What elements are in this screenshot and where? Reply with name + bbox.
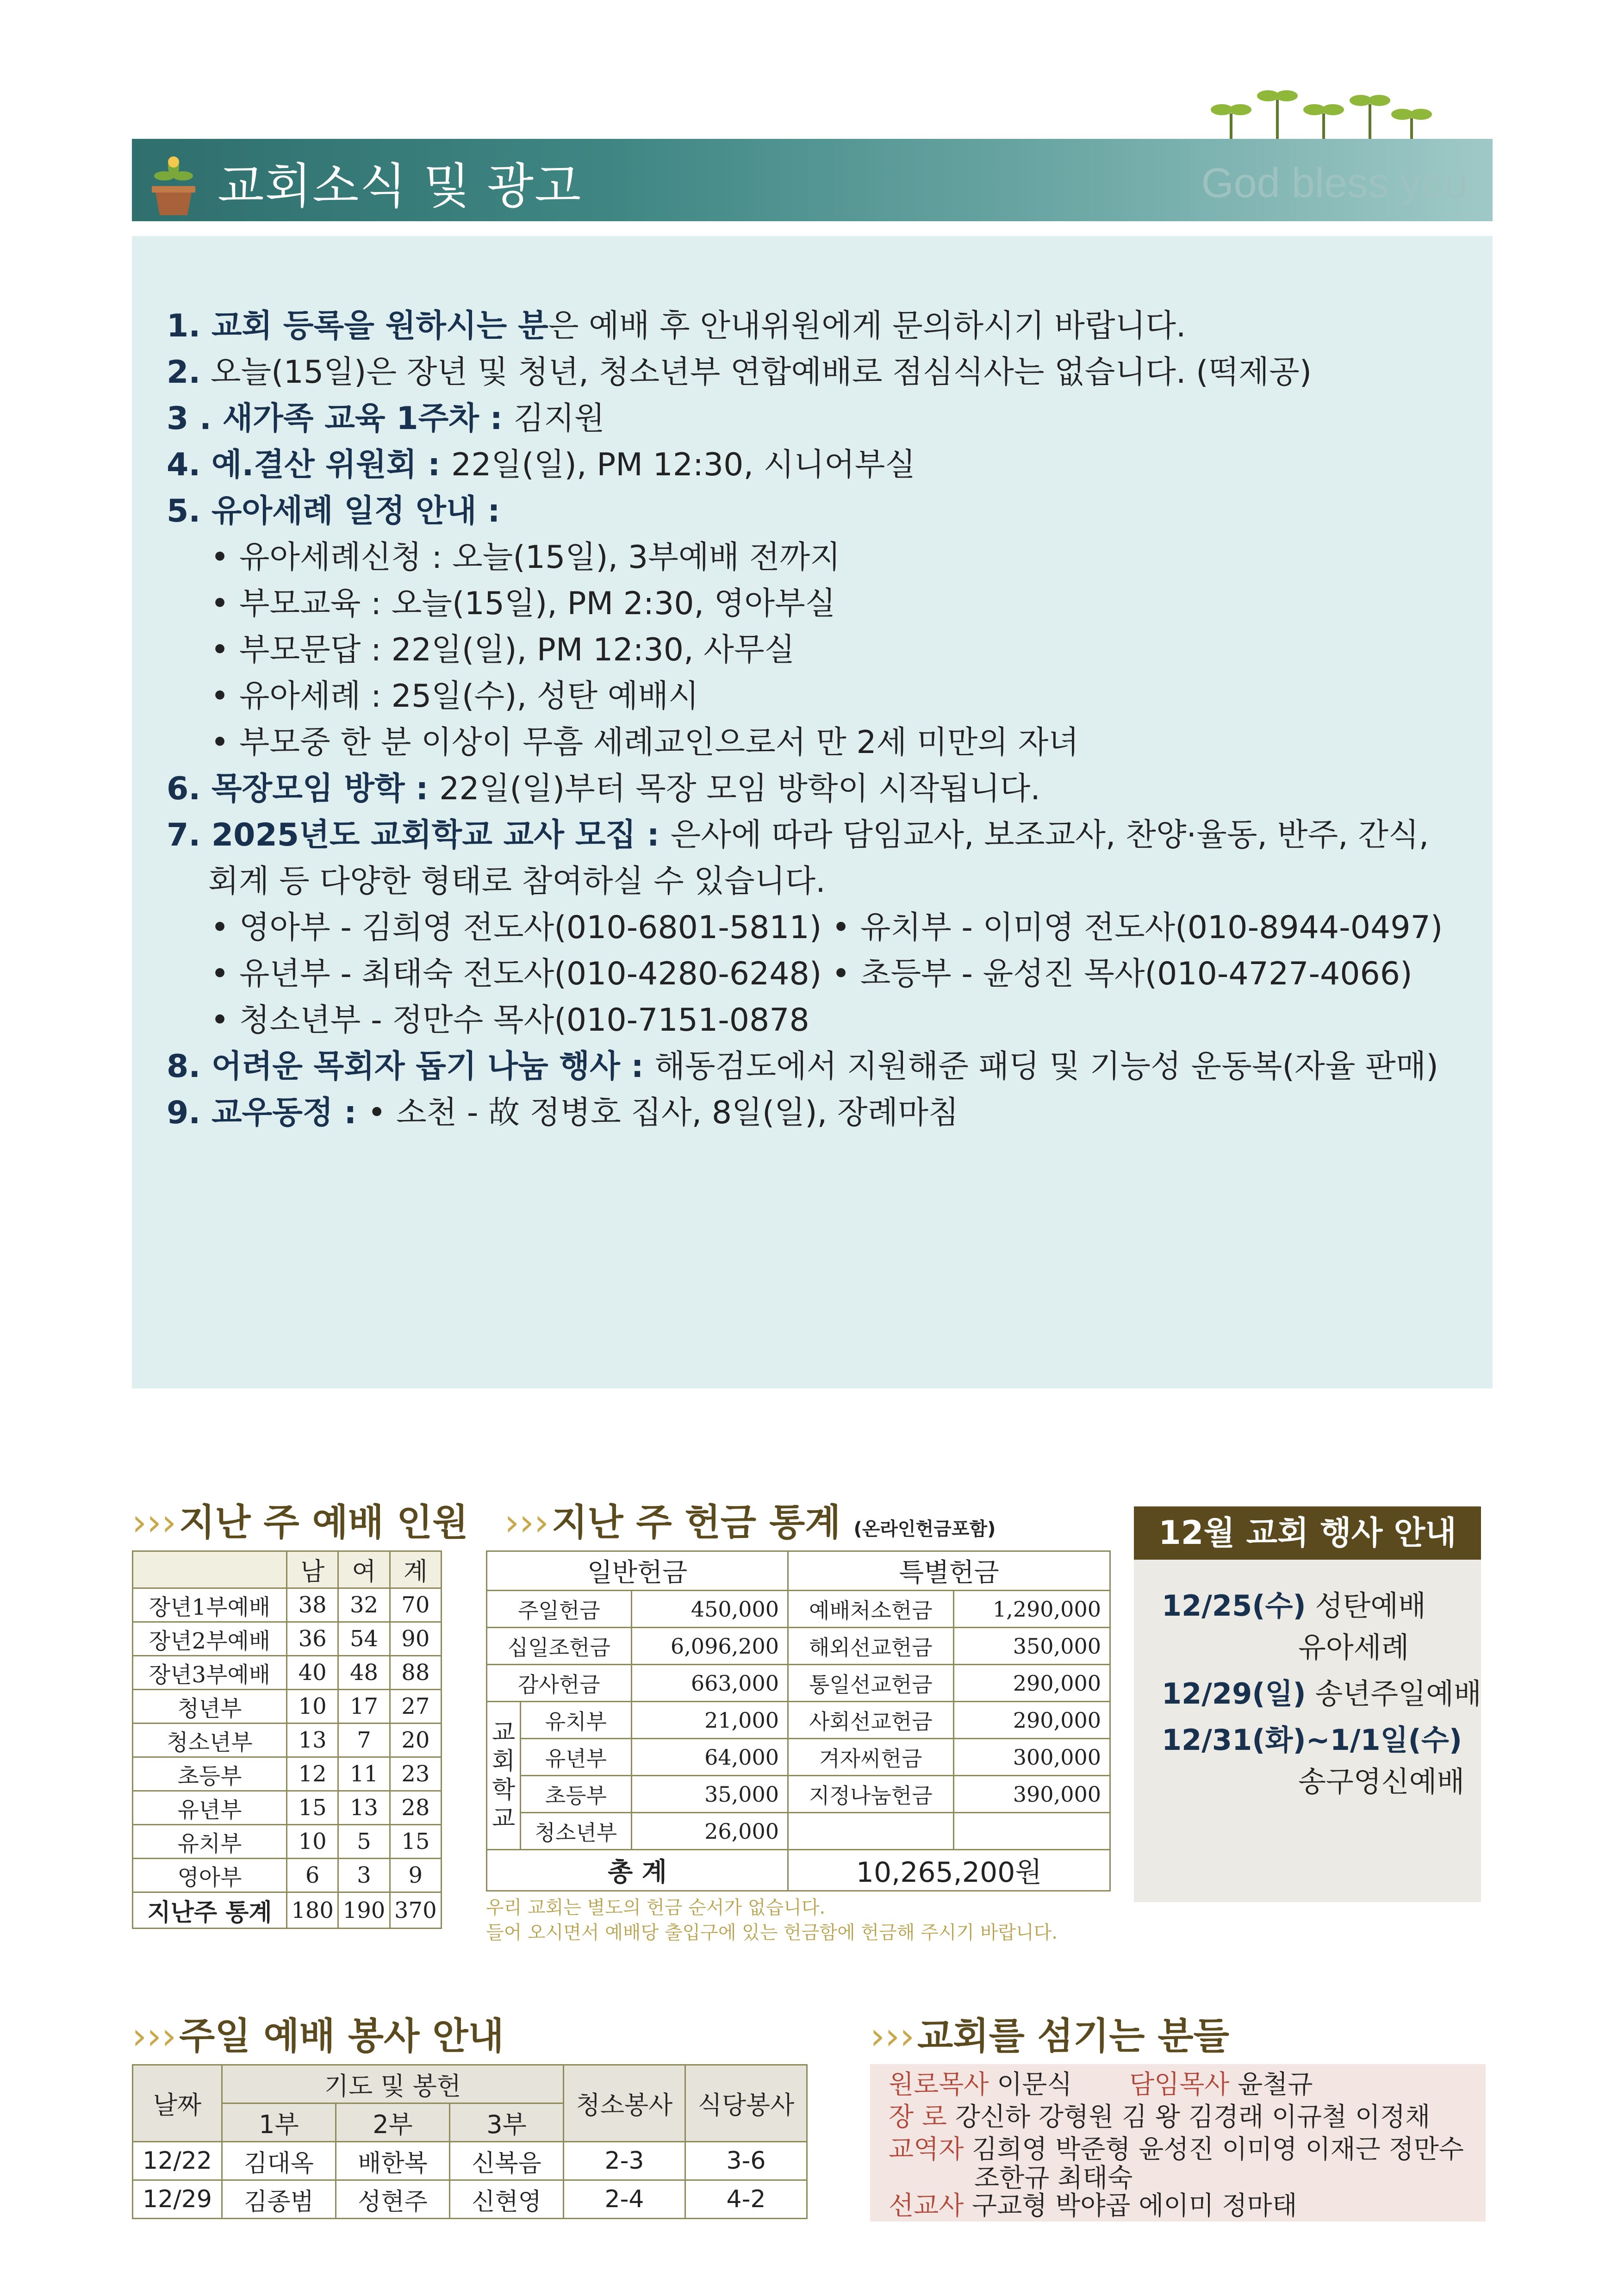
table-cell: 11 — [338, 1757, 390, 1791]
event-item: 유아세례 — [1298, 1630, 1409, 1664]
announcement-item — [167, 1046, 1438, 1088]
table-cell: 김종범 — [222, 2180, 336, 2219]
table-cell — [953, 1813, 1110, 1850]
staff-row: 원로목사 이문식 — [889, 2070, 1072, 2100]
table-cell — [788, 1813, 954, 1850]
table-cell: 390,000 — [953, 1776, 1110, 1813]
announcement-item — [167, 768, 1040, 810]
header-cell: 여 — [338, 1551, 390, 1588]
events-heading: 12월 교회 행사 안내 — [1134, 1506, 1481, 1560]
offering-note — [486, 1895, 1058, 1945]
announcement-bullet: • 유년부 - 최태숙 전도사(010-4280-6248) • 초등부 - 윤성진 목사(010-4727-4066) — [211, 956, 1413, 992]
announcement-title: 3 . 새가족 교육 1주차 : — [167, 400, 514, 437]
table-cell: 김대옥 — [222, 2142, 336, 2180]
table-header-row — [487, 1551, 1110, 1591]
table-cell: 3 — [338, 1859, 390, 1892]
header-cell: 청소봉사 — [564, 2065, 685, 2142]
table-cell: 2-3 — [564, 2142, 685, 2180]
announcement-bullet: • 부모교육 : 오늘(15일), PM 2:30, 영아부실 — [211, 585, 836, 622]
table-cell: 9 — [390, 1859, 441, 1892]
table-cell: 12/22 — [133, 2142, 222, 2180]
table-cell: 370 — [390, 1892, 441, 1929]
table-cell: 청년부 — [133, 1690, 287, 1724]
staff-box — [870, 2064, 1486, 2221]
attendance-table — [132, 1550, 442, 1929]
service-heading: ›››주일 예배 봉사 안내 — [132, 2015, 504, 2058]
table-cell: 유치부 — [133, 1825, 287, 1859]
table-cell: 십일조헌금 — [487, 1628, 632, 1665]
table-cell: 장년1부예배 — [133, 1588, 287, 1622]
total-label: 총 계 — [487, 1850, 788, 1891]
table-cell: 장년2부예배 — [133, 1622, 287, 1656]
table-cell: 12 — [287, 1757, 338, 1791]
announcement-bullet: • 유아세례신청 : 오늘(15일), 3부예배 전까지 — [211, 539, 840, 576]
staff-heading: ›››교회를 섬기는 분들 — [870, 2015, 1229, 2058]
table-row — [487, 1813, 1110, 1850]
table-cell: 15 — [390, 1825, 441, 1859]
header-cell: 남 — [287, 1551, 338, 1588]
table-cell: 초등부 — [521, 1776, 632, 1813]
table-cell: 유년부 — [133, 1791, 287, 1825]
table-cell: 지난주 통계 — [133, 1892, 287, 1929]
chevron-arrows-icon: ››› — [504, 1501, 549, 1544]
table-cell: 20 — [390, 1724, 441, 1757]
table-cell: 사회선교헌금 — [788, 1702, 954, 1739]
table-cell: 23 — [390, 1757, 441, 1791]
table-cell: 38 — [287, 1588, 338, 1622]
announcement-item — [167, 1092, 959, 1134]
announcement-text: 은사에 따라 담임교사, 보조교사, 찬양·율동, 반주, 간식, — [670, 817, 1429, 853]
table-cell: 27 — [390, 1690, 441, 1724]
table-cell: 감사헌금 — [487, 1665, 632, 1702]
announcement-title: 5. 유아세례 일정 안내 : — [167, 493, 500, 529]
announcement-item — [211, 537, 840, 579]
header-cell: 날짜 — [133, 2065, 222, 2142]
table-row — [487, 1665, 1110, 1702]
table-total-row — [487, 1850, 1110, 1891]
announcement-title: 8. 어려운 목회자 돕기 나눔 행사 : — [167, 1048, 655, 1085]
staff-row: 교역자 김희영 박준형 윤성진 이미영 이재근 정만수 — [889, 2134, 1464, 2165]
table-row — [133, 1588, 442, 1622]
table-cell: 초등부 — [133, 1757, 287, 1791]
header-cell — [133, 1551, 287, 1588]
announcement-item — [211, 629, 795, 671]
event-item: 12/29(일) 송년주일예배 — [1162, 1677, 1481, 1711]
announcement-text: 은 예배 후 안내위원에게 문의하시기 바랍니다. — [548, 308, 1186, 344]
table-cell: 4-2 — [685, 2180, 807, 2219]
announcement-title: 1. 교회 등록을 원하시는 분 — [167, 308, 548, 344]
announcement-title: 7. 2025년도 교회학교 교사 모집 : — [167, 817, 671, 853]
table-cell: 통일선교헌금 — [788, 1665, 954, 1702]
table-cell: 35,000 — [631, 1776, 788, 1813]
table-cell: 32 — [338, 1588, 390, 1622]
staff-row: 담임목사 윤철규 — [1129, 2070, 1313, 2100]
service-table — [132, 2064, 808, 2219]
table-cell: 13 — [287, 1724, 338, 1757]
announcement-item — [211, 1000, 809, 1041]
announcement-item — [211, 907, 1443, 949]
banner-title: 교회소식 및 광고 — [218, 158, 582, 214]
table-cell: 배한복 — [336, 2142, 450, 2180]
attendance-heading: ›››지난 주 예배 인원 — [132, 1501, 468, 1544]
announcement-item — [211, 722, 1079, 764]
announcement-item — [167, 815, 1429, 856]
table-row — [487, 1628, 1110, 1665]
chevron-arrows-icon: ››› — [870, 2015, 915, 2058]
table-row — [487, 1739, 1110, 1776]
banner-subtitle: God bless you — [1201, 160, 1468, 206]
announcement-item — [167, 305, 1186, 347]
table-cell: 300,000 — [953, 1739, 1110, 1776]
table-row — [133, 1791, 442, 1825]
table-cell: 10 — [287, 1690, 338, 1724]
announcement-title: 9. 교우동정 : — [167, 1095, 368, 1131]
staff-row: 선교사 구교형 박야곱 에이미 정마태 — [889, 2191, 1297, 2221]
table-row — [133, 2142, 807, 2180]
table-cell: 70 — [390, 1588, 441, 1622]
table-row — [133, 1859, 442, 1892]
header-cell: 특별헌금 — [788, 1551, 1110, 1591]
staff-row: 장 로 강신하 강형원 김 왕 김경래 이규철 이정채 — [889, 2102, 1431, 2132]
table-header-row — [133, 1551, 442, 1588]
table-cell: 36 — [287, 1622, 338, 1656]
table-row — [133, 1757, 442, 1791]
announcement-item — [167, 491, 500, 532]
table-cell: 290,000 — [953, 1665, 1110, 1702]
header-cell: 식당봉사 — [685, 2065, 807, 2142]
header-cell: 1부 — [222, 2103, 336, 2142]
school-label-char: 학 — [492, 1776, 516, 1804]
table-cell: 1,290,000 — [953, 1591, 1110, 1628]
school-label — [487, 1702, 521, 1850]
chevron-arrows-icon: ››› — [132, 2015, 176, 2058]
total-value: 10,265,200원 — [788, 1850, 1110, 1891]
announcement-text: 22일(일), PM 12:30, 시니어부실 — [451, 447, 916, 483]
table-cell: 88 — [390, 1656, 441, 1690]
announcement-text: 회계 등 다양한 형태로 참여하실 수 있습니다. — [208, 863, 826, 900]
table-cell: 28 — [390, 1791, 441, 1825]
header-cell: 계 — [390, 1551, 441, 1588]
table-cell: 26,000 — [631, 1813, 788, 1850]
offering-note-line: 들어 오시면서 예배당 출입구에 있는 헌금함에 헌금해 주시기 바랍니다. — [486, 1922, 1058, 1943]
header-cell: 일반헌금 — [487, 1551, 788, 1591]
header-cell: 기도 및 봉헌 — [222, 2065, 564, 2103]
table-row — [487, 1591, 1110, 1628]
table-cell: 5 — [338, 1825, 390, 1859]
announcement-title: 6. 목장모임 방학 : — [167, 771, 440, 807]
table-cell: 10 — [287, 1825, 338, 1859]
announcement-title: 4. 예.결산 위원회 : — [167, 447, 451, 483]
table-row — [133, 1825, 442, 1859]
event-item: 12/31(화)~1/1일(수) — [1162, 1723, 1462, 1757]
announcement-item — [208, 861, 826, 902]
table-cell: 예배처소헌금 — [788, 1591, 954, 1628]
table-cell: 450,000 — [631, 1591, 788, 1628]
table-cell: 663,000 — [631, 1665, 788, 1702]
announcement-item — [167, 444, 915, 486]
table-row — [133, 1622, 442, 1656]
chevron-arrows-icon: ››› — [132, 1501, 176, 1544]
announcement-bullet: • 부모중 한 분 이상이 무흠 세례교인으로서 만 2세 미만의 자녀 — [211, 724, 1079, 761]
table-cell: 2-4 — [564, 2180, 685, 2219]
table-row — [133, 1690, 442, 1724]
table-cell: 주일헌금 — [487, 1591, 632, 1628]
offering-heading: ›››지난 주 헌금 통계 (온라인헌금포함) — [504, 1501, 996, 1544]
table-cell: 180 — [287, 1892, 338, 1929]
table-cell: 15 — [287, 1791, 338, 1825]
table-cell: 청소년부 — [133, 1724, 287, 1757]
table-cell: 신복음 — [450, 2142, 564, 2180]
table-cell: 유치부 — [521, 1702, 632, 1739]
table-cell: 13 — [338, 1791, 390, 1825]
event-item: 12/25(수) 성탄예배 — [1162, 1589, 1426, 1623]
announcement-item — [211, 676, 699, 717]
table-cell: 190 — [338, 1892, 390, 1929]
table-cell: 7 — [338, 1724, 390, 1757]
announcement-text: 오늘(15일)은 장년 및 청년, 청소년부 연합예배로 점심식사는 없습니다. (떡제공) — [200, 354, 1312, 391]
table-cell: 영아부 — [133, 1859, 287, 1892]
announcement-text: 22일(일)부터 목장 모임 방학이 시작됩니다. — [439, 771, 1040, 807]
table-cell: 지정나눔헌금 — [788, 1776, 954, 1813]
announcement-item — [211, 583, 835, 625]
table-header-row — [133, 2065, 807, 2103]
table-cell: 40 — [287, 1656, 338, 1690]
event-item: 송구영신예배 — [1298, 1765, 1465, 1798]
table-cell: 6,096,200 — [631, 1628, 788, 1665]
table-cell: 유년부 — [521, 1739, 632, 1776]
school-label-char: 교 — [492, 1718, 516, 1747]
table-cell: 17 — [338, 1690, 390, 1724]
table-cell: 해외선교헌금 — [788, 1628, 954, 1665]
table-cell: 64,000 — [631, 1739, 788, 1776]
school-label-char: 회 — [492, 1747, 516, 1775]
events-box — [1134, 1560, 1481, 1902]
table-row — [133, 1656, 442, 1690]
announcement-item — [167, 398, 605, 440]
table-cell: 21,000 — [631, 1702, 788, 1739]
table-total-row — [133, 1892, 442, 1929]
staff-row: 조한규 최태숙 — [974, 2163, 1133, 2193]
announcement-text: 해동검도에서 지원해준 패딩 및 기능성 운동복(자율 판매) — [654, 1048, 1438, 1085]
announcement-bullet: • 부모문답 : 22일(일), PM 12:30, 사무실 — [211, 632, 795, 668]
announcement-bullet: • 유아세례 : 25일(수), 성탄 예배시 — [211, 678, 699, 715]
table-cell: 48 — [338, 1656, 390, 1690]
table-cell: 54 — [338, 1622, 390, 1656]
table-cell: 신현영 — [450, 2180, 564, 2219]
announcement-item — [211, 953, 1413, 995]
announcement-bullet: • 영아부 - 김희영 전도사(010-6801-5811) • 유치부 - 이미영 전도사(010-8944-0497) — [211, 909, 1443, 946]
flower-pot-icon — [139, 153, 208, 218]
header-cell: 3부 — [450, 2103, 564, 2142]
table-cell: 장년3부예배 — [133, 1656, 287, 1690]
table-cell: 성현주 — [336, 2180, 450, 2219]
table-cell: 청소년부 — [521, 1813, 632, 1850]
table-cell: 12/29 — [133, 2180, 222, 2219]
announcement-text: 김지원 — [513, 400, 605, 437]
offering-note-line: 우리 교회는 별도의 헌금 순서가 없습니다. — [486, 1897, 826, 1918]
sprouts-icon — [1203, 81, 1435, 141]
table-row — [487, 1776, 1110, 1813]
table-cell: 290,000 — [953, 1702, 1110, 1739]
table-row — [133, 2180, 807, 2219]
table-cell: 90 — [390, 1622, 441, 1656]
table-row — [133, 1724, 442, 1757]
table-row — [487, 1702, 1110, 1739]
announcement-text: • 소천 - 故 정병호 집사, 8일(일), 장례마침 — [367, 1095, 959, 1131]
announcement-item — [167, 352, 1312, 393]
header-cell: 2부 — [336, 2103, 450, 2142]
announcement-bullet: • 청소년부 - 정만수 목사(010-7151-0878 — [211, 1002, 809, 1039]
announcement-title: 2. — [167, 354, 201, 391]
table-cell: 6 — [287, 1859, 338, 1892]
table-cell: 3-6 — [685, 2142, 807, 2180]
table-cell: 350,000 — [953, 1628, 1110, 1665]
school-label-char: 교 — [492, 1804, 516, 1833]
table-cell: 겨자씨헌금 — [788, 1739, 954, 1776]
offering-table — [486, 1550, 1111, 1892]
